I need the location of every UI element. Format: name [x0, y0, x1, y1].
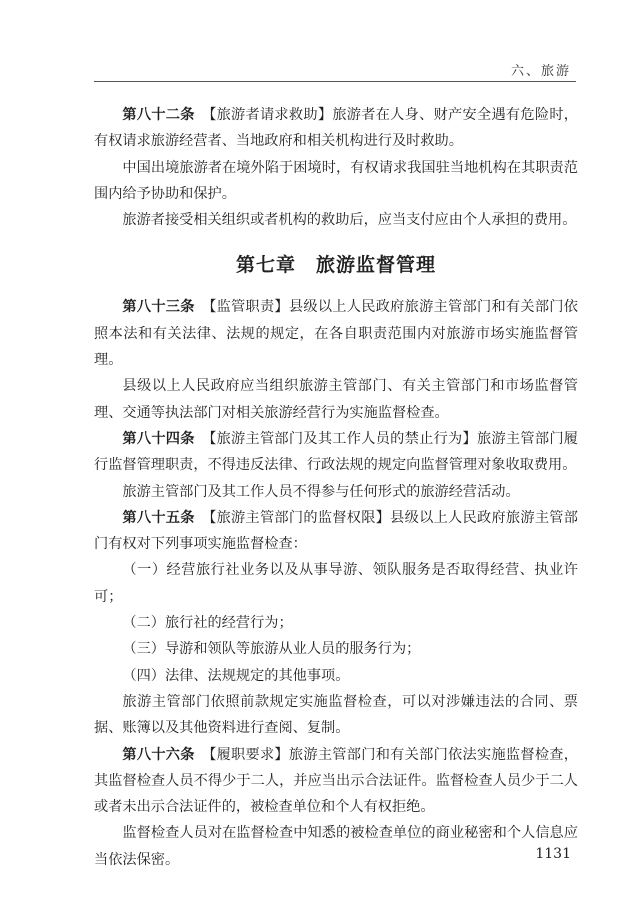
article-heading: 【履职要求】: [209, 746, 289, 763]
article-heading: 【旅游者请求救助】: [209, 107, 333, 123]
article-text: 旅游者在人身、财产安全遇有危险时，有权请求旅游经营者、当地政府和相关机构进行及时救助。: [94, 107, 578, 150]
paragraph: 旅游主管部门依照前款规定实施监督检查，可以对涉嫌违法的合同、票据、账簿以及其他资料进行查阅、复制。: [94, 693, 578, 737]
paragraph: 旅游主管部门及其工作人员不得参与任何形式的旅游经营活动。: [122, 483, 520, 500]
article-heading: 【旅游主管部门及其工作人员的禁止行为】: [209, 430, 477, 447]
article-number: 第八十六条: [122, 746, 195, 763]
article-text: 旅游主管部门和有关部门依法实施监督检查，其监督检查人员不得少于二人，并应当出示合法证件。监督检查人员少于二人或者未出示合法证件的，被检查单位和个人有权拒绝。: [94, 746, 578, 816]
chapter-number: 第七章: [235, 254, 296, 277]
article-number: 第八十二条: [122, 107, 195, 123]
paragraph: 旅游者接受相关组织或者机构的救助后，应当支付应由个人承担的费用。: [122, 212, 577, 229]
article-number: 第八十四条: [122, 430, 195, 447]
paragraph: 监督检查人员对在监督检查中知悉的被检查单位的商业秘密和个人信息应当依法保密。: [94, 825, 578, 868]
article-text: 县级以上人民政府旅游主管部门有权对下列事项实施监督检查：: [94, 509, 578, 553]
chapter-heading: [94, 250, 578, 280]
article-heading: 【监管职责】: [209, 299, 289, 316]
article-number: 第八十三条: [122, 299, 195, 316]
article-text: 县级以上人民政府旅游主管部门和有关部门依照本法和有关法律、法规的规定，在各自职责范围内对旅游市场实施监督管理。: [94, 299, 578, 369]
list-item: （二）旅行社的经营行为；: [122, 615, 293, 632]
article-85: [94, 505, 578, 558]
document-body: [94, 102, 578, 873]
list-item: （一）经营旅行社业务以及从事导游、领队服务是否取得经营、执业许可；: [94, 562, 578, 605]
chapter-title: 旅游监督管理: [316, 254, 437, 277]
list-item: （三）导游和领队等旅游从业人员的服务行为；: [122, 641, 421, 658]
paragraph: 县级以上人民政府应当组织旅游主管部门、有关主管部门和市场监督管理、交通等执法部门对相关旅游经营行为实施监督检查。: [94, 378, 578, 421]
article-heading: 【旅游主管部门的监督权限】: [209, 509, 391, 526]
article-text: 旅游主管部门履行监督管理职责，不得违反法律、行政法规的规定向监督管理对象收取费用。: [94, 430, 578, 474]
running-head-section: 六、旅游: [510, 64, 571, 79]
article-86: [94, 742, 578, 821]
article-83: [94, 294, 578, 373]
article-82: [94, 102, 578, 155]
list-item: （四）法律、法规规定的其他事项。: [122, 667, 350, 684]
article-number: 第八十五条: [122, 509, 195, 526]
paragraph: 中国出境旅游者在境外陷于困境时，有权请求我国驻当地机构在其职责范围内给予协助和保护。: [94, 159, 578, 202]
article-84: [94, 426, 578, 479]
page-number: 1131: [535, 846, 571, 862]
header-rule: [94, 81, 576, 82]
